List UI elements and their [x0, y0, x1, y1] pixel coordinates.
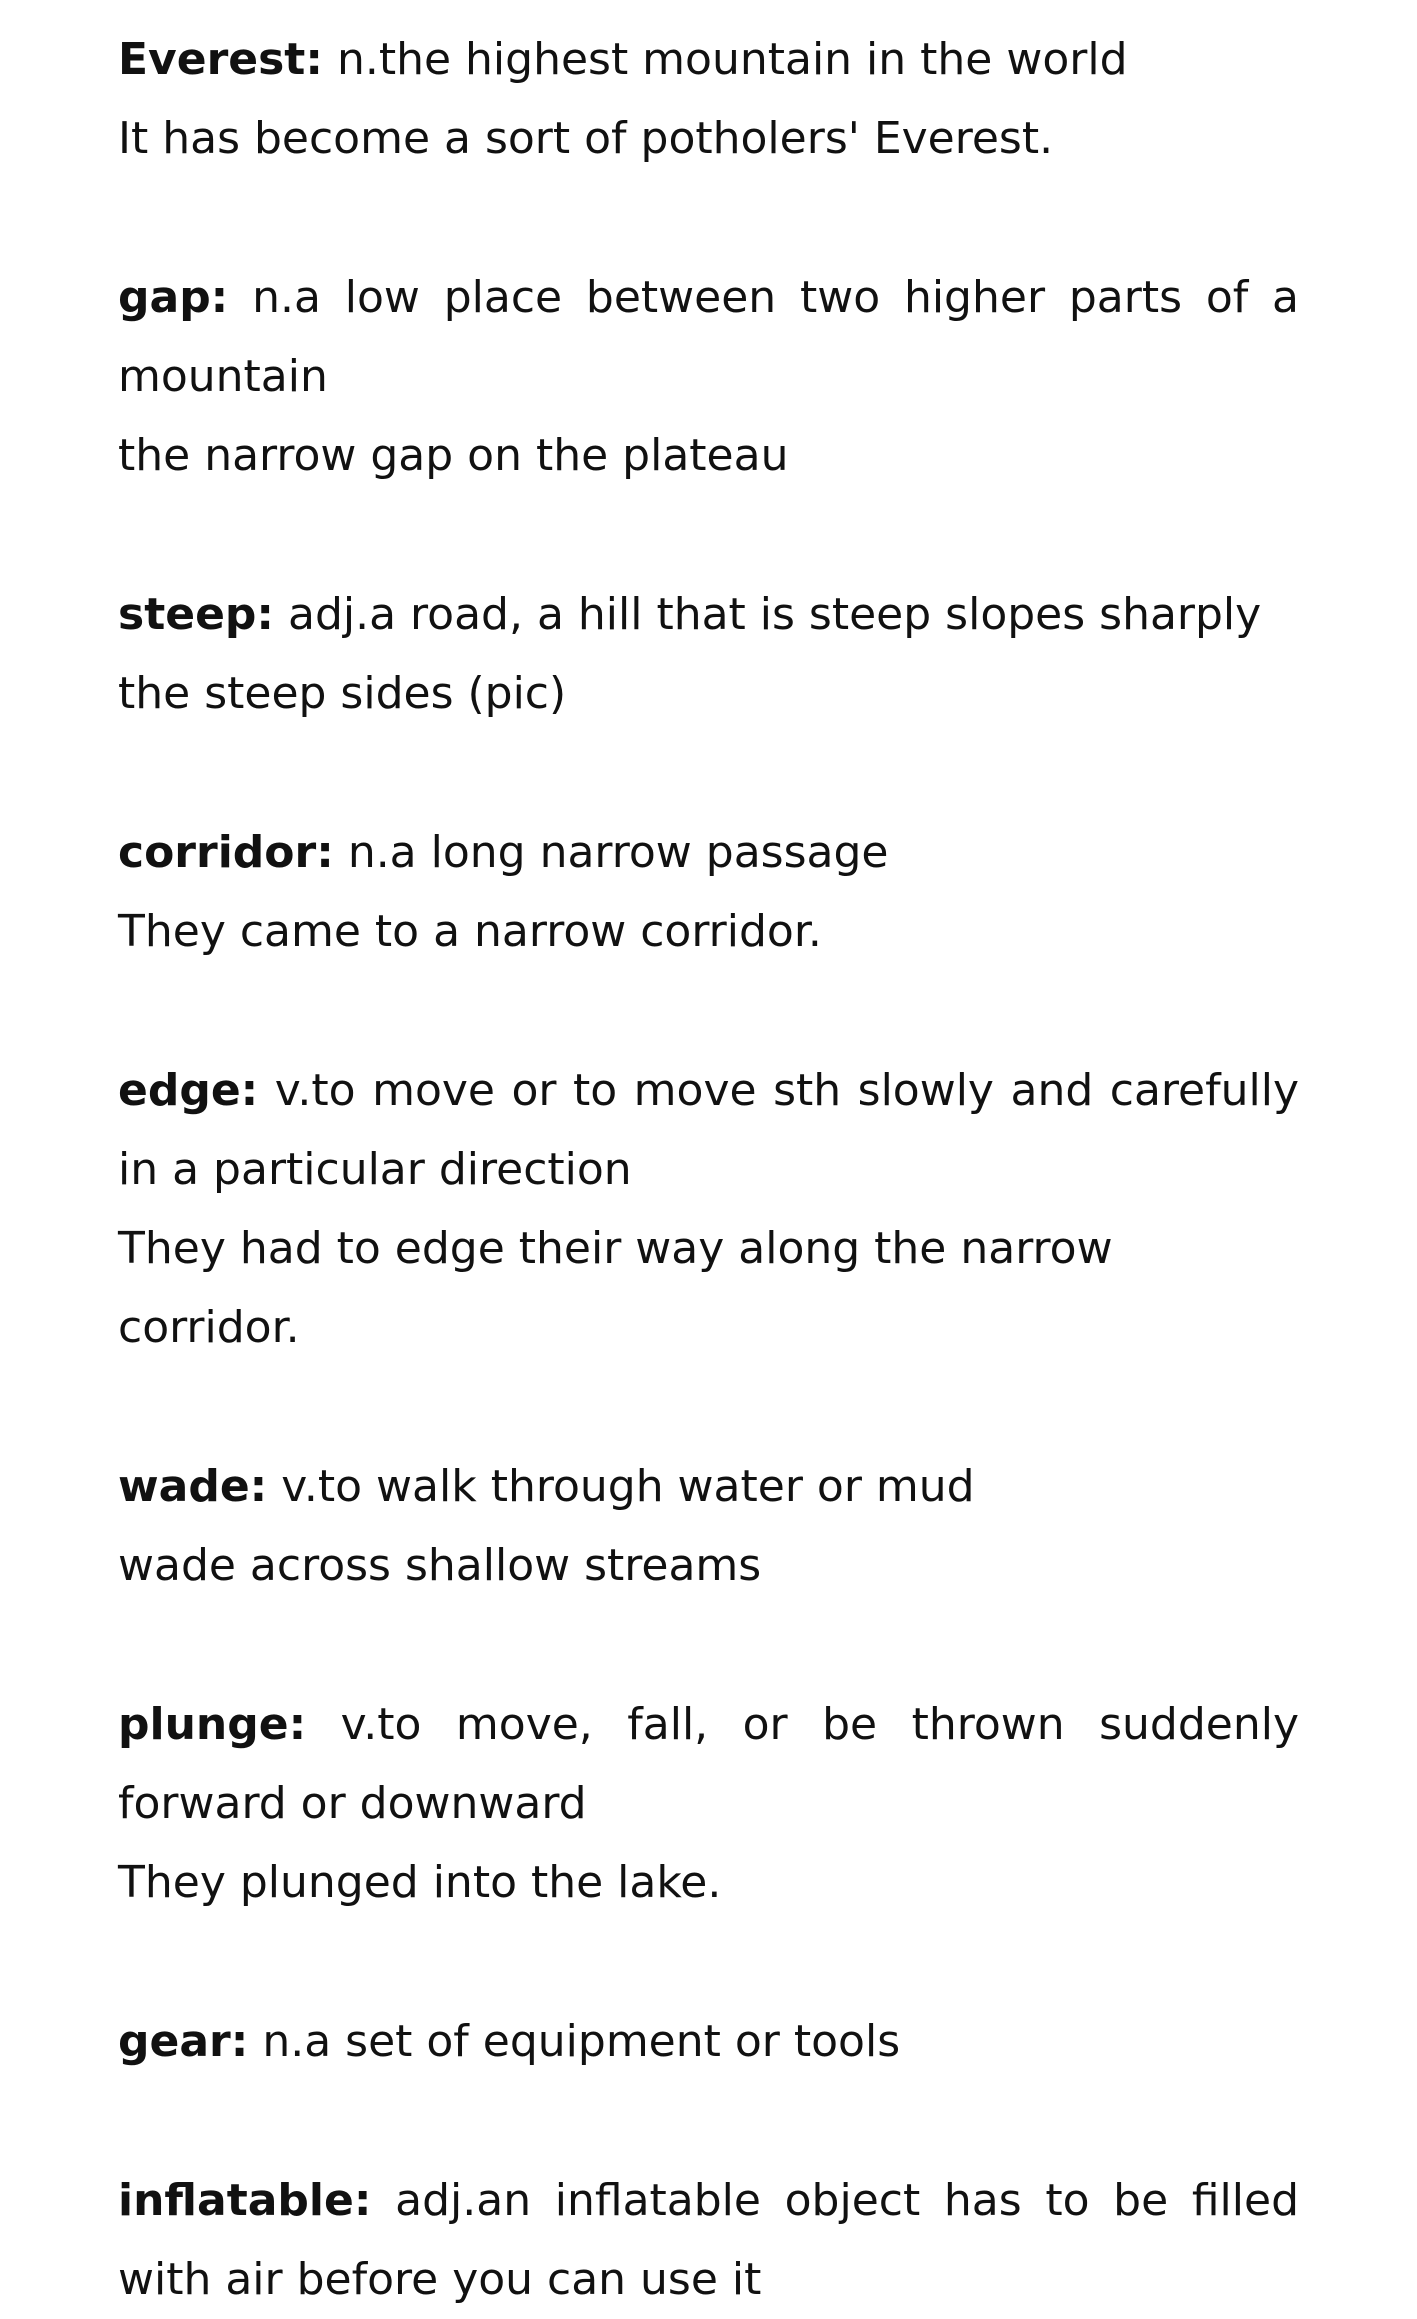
vocab-term: plunge:: [118, 1699, 307, 1750]
definition-line: [118, 1051, 1299, 1209]
vocab-definition: n.a set of equipment or tools: [262, 2016, 901, 2067]
definition-line: [118, 258, 1299, 416]
vocab-definition: adj.an inflatable object has to be filled with air before you can use it: [118, 2175, 1299, 2305]
vocab-example: the steep sides (pic): [118, 668, 567, 719]
vocab-definition: v.to walk through water or mud: [281, 1461, 975, 1512]
vocab-entry-wade: [118, 1447, 1299, 1605]
vocab-definition: adj.a road, a hill that is steep slopes sharply: [288, 589, 1262, 640]
vocab-term: gear:: [118, 2016, 249, 2067]
definition-line: [118, 1447, 1299, 1526]
vocab-entry-inflatable: [118, 2161, 1299, 2319]
vocab-entry-plunge: [118, 1685, 1299, 1922]
vocab-term: edge:: [118, 1065, 259, 1116]
vocab-entry-steep: [118, 575, 1299, 733]
vocab-definition: n.a low place between two higher parts of a mountain: [118, 272, 1299, 402]
vocab-example: They came to a narrow corridor.: [118, 906, 822, 957]
vocab-entry-gap: [118, 258, 1299, 495]
definition-line: [118, 575, 1299, 654]
vocab-example: They had to edge their way along the narrow corridor.: [118, 1223, 1113, 1353]
vocab-example: wade across shallow streams: [118, 1540, 762, 1591]
vocab-term: inflatable:: [118, 2175, 372, 2226]
definition-line: [118, 2002, 1299, 2081]
vocab-term: wade:: [118, 1461, 268, 1512]
vocab-definition: v.to move, fall, or be thrown suddenly forward or downward: [118, 1699, 1299, 1829]
vocab-term: steep:: [118, 589, 274, 640]
vocab-term: gap:: [118, 272, 229, 323]
vocab-definition: n.the highest mountain in the world: [336, 34, 1128, 85]
vocab-term: corridor:: [118, 827, 334, 878]
vocab-definition: v.to move or to move sth slowly and carefully in a particular direction: [118, 1065, 1299, 1195]
vocab-definition: n.a long narrow passage: [347, 827, 889, 878]
vocab-entry-corridor: [118, 813, 1299, 971]
vocab-entry-everest: [118, 20, 1299, 178]
definition-line: [118, 813, 1299, 892]
definition-line: [118, 1685, 1299, 1843]
definition-line: [118, 2161, 1299, 2319]
vocab-example: the narrow gap on the plateau: [118, 430, 789, 481]
definition-line: [118, 20, 1299, 99]
vocab-term: Everest:: [118, 34, 323, 85]
vocab-entry-edge: [118, 1051, 1299, 1367]
vocab-entry-gear: [118, 2002, 1299, 2081]
vocab-example: They plunged into the lake.: [118, 1857, 722, 1908]
vocab-example: It has become a sort of potholers' Everest.: [118, 113, 1054, 164]
